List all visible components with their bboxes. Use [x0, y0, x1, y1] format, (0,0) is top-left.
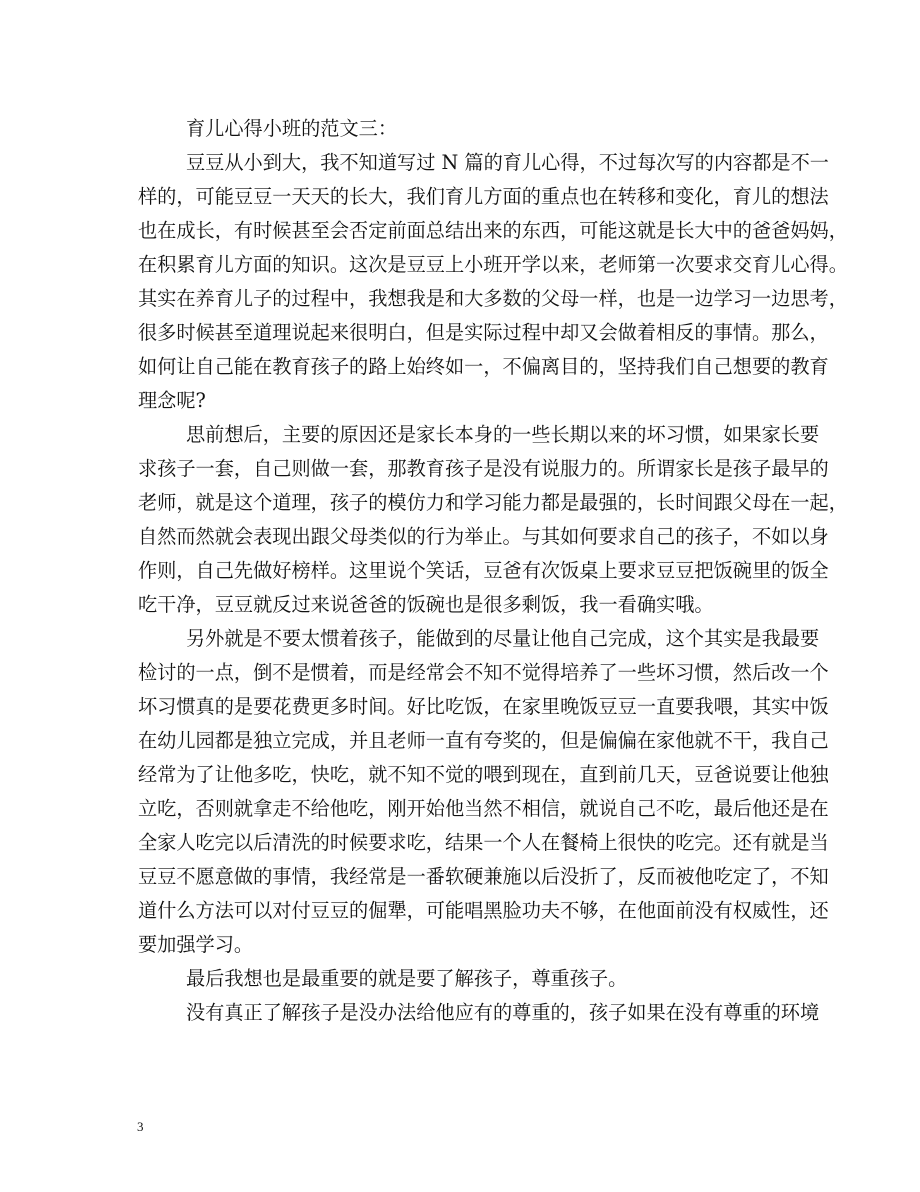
paragraph-line: 道什么方法可以对付豆豆的倔犟，可能唱黑脸功夫不够，在他面前没有权威性，还 — [138, 899, 829, 922]
paragraph-line: 经常为了让他多吃，快吃，就不知不觉的喂到现在，直到前几天，豆爸说要让他独 — [138, 763, 829, 786]
section-title: 育儿心得小班的范文三： — [186, 117, 398, 140]
paragraph-line: 全家人吃完以后清洗的时候要求吃，结果一个人在餐椅上很快的吃完。还有就是当 — [138, 831, 829, 854]
paragraph-line: 豆豆从小到大，我不知道写过 N 篇的育儿心得，不过每次写的内容都是不一 — [186, 151, 829, 174]
paragraph-line: 自然而然就会表现出跟父母类似的行为举止。与其如何要求自己的孩子，不如以身 — [138, 525, 829, 548]
paragraph-line: 立吃，否则就拿走不给他吃，刚开始他当然不相信，就说自己不吃，最后他还是在 — [138, 797, 829, 820]
paragraph-line: 样的，可能豆豆一天天的长大，我们育儿方面的重点也在转移和变化，育儿的想法 — [138, 185, 829, 208]
paragraph-line: 很多时候甚至道理说起来很明白，但是实际过程中却又会做着相反的事情。那么， — [138, 321, 829, 344]
paragraph-line: 其实在养育儿子的过程中，我想我是和大多数的父母一样，也是一边学习一边思考， — [138, 287, 848, 310]
paragraph-line: 最后我想也是最重要的就是要了解孩子，尊重孩子。 — [186, 967, 628, 990]
paragraph-line: 另外就是不要太惯着孩子，能做到的尽量让他自己完成，这个其实是我最要 — [186, 627, 820, 650]
paragraph-line: 作则，自己先做好榜样。这里说个笑话，豆爸有次饭桌上要求豆豆把饭碗里的饭全 — [138, 559, 829, 582]
paragraph-line: 在积累育儿方面的知识。这次是豆豆上小班开学以来，老师第一次要求交育儿心得。 — [138, 253, 848, 276]
paragraph-line: 求孩子一套，自己则做一套，那教育孩子是没有说服力的。所谓家长是孩子最早的 — [138, 457, 829, 480]
paragraph-line: 坏习惯真的是要花费更多时间。好比吃饭，在家里晚饭豆豆一直要我喂，其实中饭 — [138, 695, 829, 718]
page-number: 3 — [137, 1119, 144, 1134]
paragraph-line: 没有真正了解孩子是没办法给他应有的尊重的，孩子如果在没有尊重的环境 — [186, 1001, 820, 1024]
paragraph-line: 老师，就是这个道理，孩子的模仿力和学习能力都是最强的，长时间跟父母在一起， — [138, 491, 848, 514]
paragraph-line: 思前想后，主要的原因还是家长本身的一些长期以来的坏习惯，如果家长要 — [186, 423, 820, 446]
paragraph-line: 如何让自己能在教育孩子的路上始终如一，不偏离目的，坚持我们自己想要的教育 — [138, 355, 829, 378]
paragraph-line: 也在成长，有时候甚至会否定前面总结出来的东西，可能这就是长大中的爸爸妈妈， — [138, 219, 848, 242]
paragraph-line: 要加强学习。 — [138, 933, 254, 956]
paragraph-line: 理念呢? — [138, 389, 206, 412]
paragraph-line: 吃干净，豆豆就反过来说爸爸的饭碗也是很多剩饭，我一看确实哦。 — [138, 593, 714, 616]
paragraph-line: 检讨的一点，倒不是惯着，而是经常会不知不觉得培养了一些坏习惯，然后改一个 — [138, 661, 829, 684]
paragraph-line: 在幼儿园都是独立完成，并且老师一直有夸奖的，但是偏偏在家他就不干，我自己 — [138, 729, 829, 752]
paragraph-line: 豆豆不愿意做的事情，我经常是一番软硬兼施以后没折了，反而被他吃定了，不知 — [138, 865, 829, 888]
